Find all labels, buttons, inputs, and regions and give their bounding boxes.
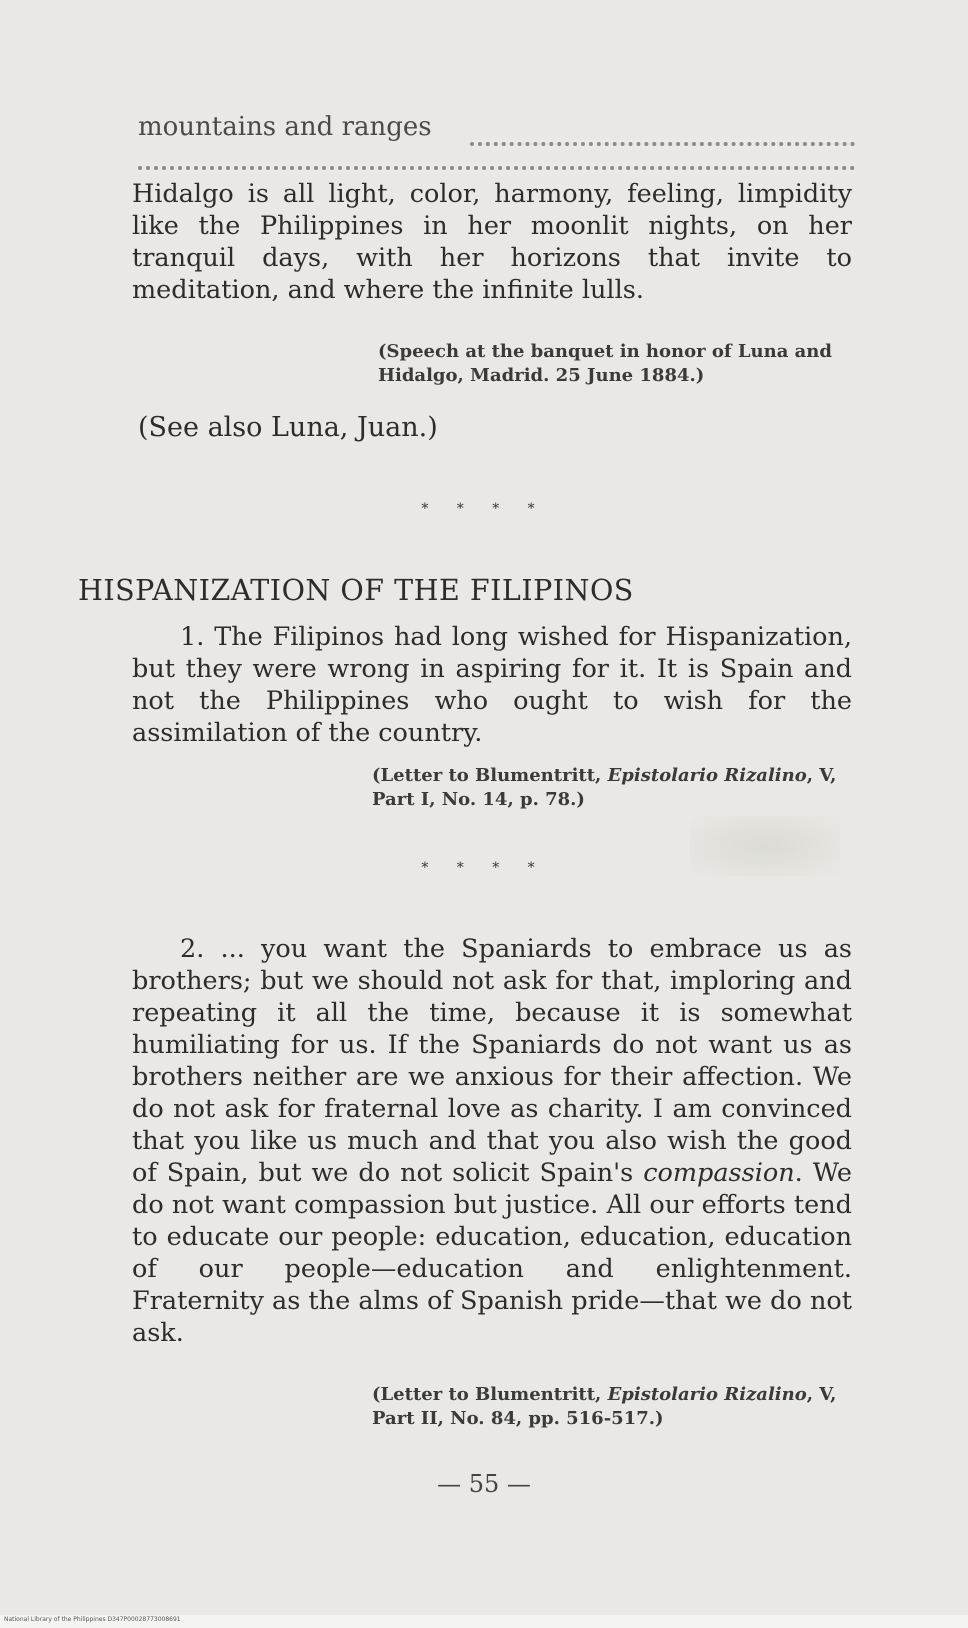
section-heading: HISPANIZATION OF THE FILIPINOS	[78, 574, 634, 607]
quote-paragraph-1: 1. The Filipinos had long wished for Hispanization, but they were wrong in aspiring for it. It is Spain and not the Philippines who ought to wish for the assimilation of the country.	[132, 622, 852, 748]
hidalgo-paragraph: Hidalgo is all light, color, harmony, feeling, limpidity like the Philippines in her moonlit nights, on her tranquil days, with her horizons that invite to meditation, and where the infinite lulls.	[132, 179, 852, 305]
emphasized-word: compassion	[643, 1158, 795, 1188]
quote-paragraph-2	[132, 933, 852, 1349]
citation-work-title: Epistolario Rizalino	[607, 765, 807, 786]
citation-work-title: Epistolario Rizalino	[607, 1384, 807, 1405]
scan-smudge	[690, 816, 840, 876]
ellipsis-dots-line-1	[470, 122, 855, 146]
quote-separator: * * * *	[421, 860, 547, 876]
letter-citation-2	[372, 1383, 862, 1431]
citation-prefix: (Letter to Blumentritt,	[372, 765, 608, 786]
citation-prefix: (Letter to Blumentritt,	[372, 1384, 608, 1405]
paragraph-2-text-b: . We do not want compassion but justice. All our efforts tend to educate our people: education, education, education of our people—education and enlightenment. Fraternity as the alms of Spanish pride—that we do not ask.	[132, 1158, 853, 1348]
verse-fragment: mountains and ranges	[138, 112, 432, 142]
paragraph-2-text-a: 2. ... you want the Spaniards to embrace us as brothers; but we should not ask for that, imploring and repeating it all the time, because it is somewhat humiliating for us. If the Spaniards do not want us as brothers neither are we anxious for their affection. We do not ask for fraternal love as charity. I am convinced that you like us much and that you also wish the good of Spain, but we do not solicit Spain's	[132, 934, 852, 1188]
section-separator: * * * *	[421, 501, 547, 517]
letter-citation-1	[372, 764, 862, 812]
see-also-reference: (See also Luna, Juan.)	[138, 412, 438, 443]
citation-suffix: , V, Part I, No. 14, p. 78.)	[372, 765, 837, 810]
citation-suffix: , V, Part II, No. 84, pp. 516-517.)	[372, 1384, 837, 1429]
ellipsis-dots-line-2	[138, 150, 855, 170]
speech-citation: (Speech at the banquet in honor of Luna and Hidalgo, Madrid. 25 June 1884.)	[378, 341, 832, 386]
page-number: — 55 —	[437, 1470, 531, 1498]
scanner-footer-text: National Library of the Philippines D347P00028773008691	[4, 1616, 181, 1623]
